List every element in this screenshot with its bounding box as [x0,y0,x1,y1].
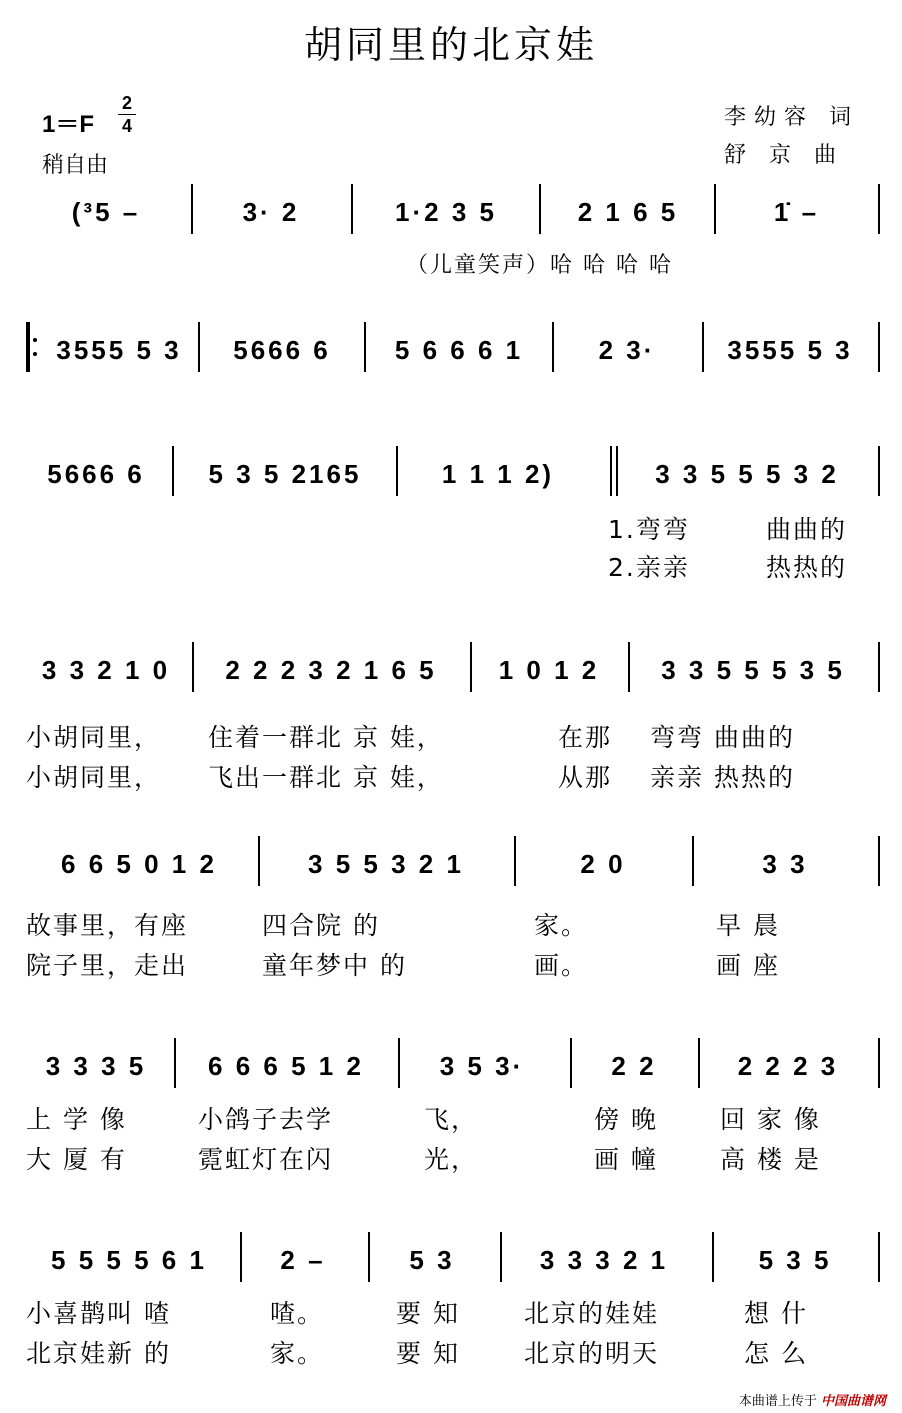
measure: 5 3 5 2165 [208,459,362,489]
lyrics-system-3 [26,510,882,580]
lyric-verse1: 要 知 [396,1299,460,1328]
lyrics-system-6 [26,1100,882,1180]
lyric-verse1: 小鸽子去学 [198,1105,334,1134]
lyric-verse2: 要 知 [396,1339,460,1368]
tempo-marking: 稍自由 [42,153,109,178]
measure: 1 0 1 2 [498,655,600,685]
song-title: 胡同里的北京娃 [303,23,598,67]
intro-note: （儿童笑声）哈 哈 哈 哈 [406,253,673,278]
measure: 3 5 3· [439,1051,525,1081]
lyric-verse2: 大 厦 有 [26,1145,127,1174]
staff-system-4 [26,636,882,696]
lyrics-system-5 [26,906,882,986]
lyric-verse1: 小喜鹊叫 喳 [26,1299,171,1328]
lyric-verse1: 想 什 [744,1299,808,1328]
measure: 3 3 5 5 5 3 2 [655,459,839,489]
lyric-verse2: 北京娃新 的 [26,1339,171,1368]
lyric-verse1: 北京的娃娃 [524,1299,660,1328]
measure: 3· 2 [242,197,300,227]
measure: 1̇ – [773,197,820,227]
lyric-verse2: 亲亲 热热的 [650,763,795,792]
lyric-verse1: 飞， [424,1105,479,1134]
lyric-verse2: 2.亲亲 [608,553,690,582]
time-signature [116,92,138,137]
lyric-verse2: 院子里，走出 [26,951,189,980]
measure: 2 – [280,1245,326,1275]
measure: 3555 5 3 [56,335,182,365]
measure: 5 3 [409,1245,455,1275]
staff-system-1 [26,178,882,238]
footer-text: 本曲谱上传于 [738,1394,817,1409]
lyric-verse1: 弯弯 曲曲的 [650,723,795,752]
measure: 6 6 6 5 1 2 [208,1051,364,1081]
lyric-verse2: 从那 [558,763,613,792]
staff-system-2 [26,316,882,376]
composer-credit: 舒 京 曲 [724,143,844,168]
lyric-verse1: 早 晨 [716,911,780,940]
lyric-verse1: 小胡同里， [26,723,162,752]
measure: 2 3· [598,335,656,365]
lyric-verse2: 霓虹灯在闪 [198,1145,334,1174]
repeat-start-sign [26,322,36,372]
staff-system-5 [26,830,882,890]
key-signature: 1＝F [42,111,95,138]
lyric-verse1: 曲曲的 [766,515,848,544]
staff-system-6 [26,1032,882,1092]
lyric-verse1: 上 学 像 [26,1105,127,1134]
lyric-verse2: 画 座 [716,951,780,980]
measure: 3 3 2 1 0 [41,655,171,685]
measure: 5 6 6 6 1 [394,335,524,365]
measure: 2 2 2 3 [737,1051,839,1081]
lyric-verse1: 住着一群北 京 娃， [208,723,444,752]
lyric-verse2: 高 楼 是 [720,1145,821,1174]
lyric-verse2: 童年梦中 的 [262,951,407,980]
lyric-verse1: 故事里，有座 [26,911,189,940]
measure: 1 1 1 2) [441,459,555,489]
measure: 5 5 5 5 6 1 [51,1245,207,1275]
lyric-verse1: 1.弯弯 [608,515,690,544]
lyric-verse2: 热热的 [766,553,848,582]
lyric-verse1: 四合院 的 [262,911,380,940]
measure: 3 5 5 3 2 1 [308,849,464,879]
measure: 5 3 5 [758,1245,832,1275]
measure: 1·2 3 5 [395,197,497,227]
lyric-verse1: 傍 晚 [594,1105,658,1134]
measure: 6 6 5 0 1 2 [61,849,217,879]
lyrics-system-4 [26,718,882,798]
measure: 3555 5 3 [727,335,853,365]
measure: 3 3 5 5 5 3 5 [661,655,845,685]
lyric-verse2: 怎 么 [744,1339,808,1368]
measure: 5666 6 [233,335,331,365]
lyric-verse2: 北京的明天 [524,1339,660,1368]
lyric-verse2: 家。 [270,1339,325,1368]
lyric-verse2: 小胡同里， [26,763,162,792]
lyric-verse1: 在那 [558,723,613,752]
measure: 2 2 [611,1051,657,1081]
measure: 2 2 2 3 2 1 6 5 [225,655,437,685]
lyric-verse1: 回 家 像 [720,1105,821,1134]
upload-footer [739,1390,886,1409]
measure: (³5 – [71,197,141,227]
lyric-verse2: 光， [424,1145,479,1174]
lyric-verse1: 喳。 [270,1299,325,1328]
measure: 5666 6 [47,459,145,489]
measure: 3 3 [762,849,808,879]
measure: 2 1 6 5 [577,197,679,227]
measure: 2 0 [580,849,626,879]
meter-bottom: 4 [121,116,132,136]
staff-system-7 [26,1226,882,1286]
measure: 3 3 3 2 1 [539,1245,669,1275]
lyric-verse2: 飞出一群北 京 娃， [208,763,444,792]
site-logo: 中国曲谱网 [820,1394,886,1409]
lyric-verse2: 画。 [534,951,589,980]
meter-top: 2 [121,93,132,113]
lyrics-system-7 [26,1294,882,1374]
lyricist-credit: 李幼容 词 [724,105,859,130]
staff-system-3 [26,440,882,500]
measure: 3 3 3 5 [45,1051,147,1081]
lyric-verse1: 家。 [534,911,589,940]
lyric-verse2: 画 幢 [594,1145,658,1174]
